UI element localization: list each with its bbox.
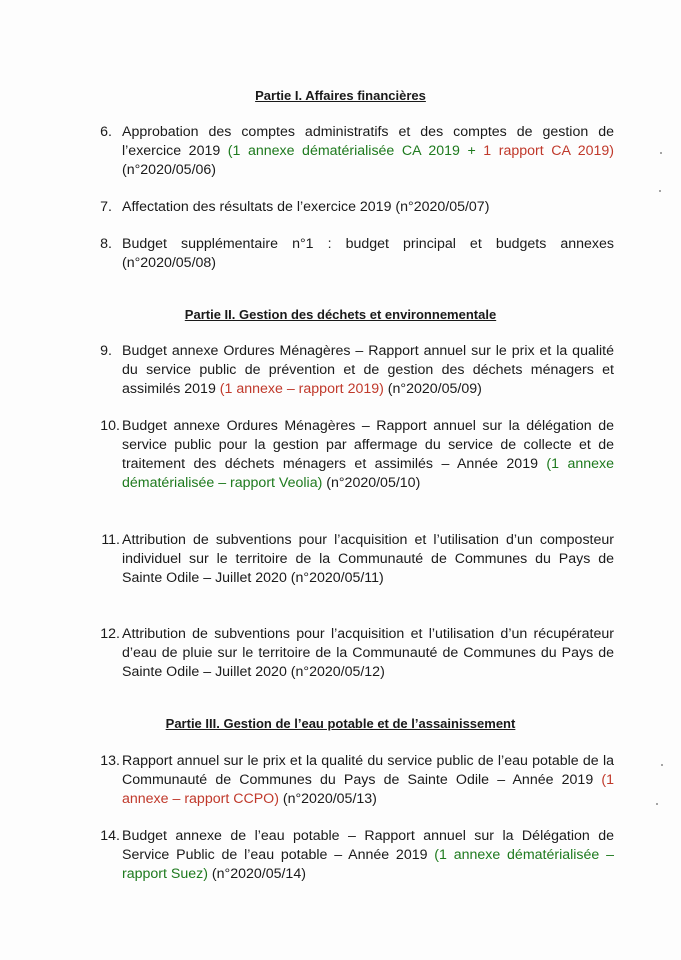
scan-speck xyxy=(656,803,658,805)
scan-speck xyxy=(661,764,663,766)
item-reference: (n°2020/05/09) xyxy=(383,381,482,397)
agenda-item-9 xyxy=(100,342,614,399)
item-number: 6. xyxy=(100,124,112,140)
item-reference: (n°2020/05/14) xyxy=(207,866,306,882)
section-heading-1: Partie I. Affaires financières xyxy=(255,88,426,103)
section-heading-3: Partie III. Gestion de l’eau potable et de l’assainissement xyxy=(165,716,516,731)
scan-speck xyxy=(660,152,662,154)
section-heading-2: Partie II. Gestion des déchets et environnementale xyxy=(184,307,497,322)
agenda-item-6 xyxy=(100,123,614,180)
agenda-item-8 xyxy=(100,235,614,273)
annex-note-green: (1 annexe dématérialisée – rapport Veolia) xyxy=(122,456,614,491)
item-text: Attribution de subventions pour l’acquisition et l’utilisation d’un composteur individuel sur le territoire de la Communauté de Communes du Pays de Sainte Odile – Juillet 2020 (n°2020/05/11) xyxy=(122,532,614,586)
item-text: Budget annexe de l’eau potable – Rapport annuel sur la Délégation de Service Public de l’eau potable – Année 2019 xyxy=(122,828,614,863)
agenda-item-10 xyxy=(100,417,614,493)
agenda-item-14 xyxy=(100,827,614,884)
item-number: 13. xyxy=(100,753,120,769)
item-reference: (n°2020/05/06) xyxy=(122,162,217,178)
agenda-item-11 xyxy=(101,531,614,588)
annex-note-red: (1 annexe – rapport 2019) xyxy=(219,381,384,397)
item-number: 11. xyxy=(101,532,120,548)
annex-note-green: (1 annexe dématérialisée CA 2019 + xyxy=(227,143,484,159)
agenda-item-7 xyxy=(100,198,614,217)
annex-note-red: (1 annexe – rapport CCPO) xyxy=(122,772,614,807)
item-number: 8. xyxy=(100,236,112,252)
item-text: Approbation des comptes administratifs et des comptes de gestion de l’exercice 2019 xyxy=(122,124,614,159)
item-number: 12. xyxy=(100,626,120,642)
item-text: Budget annexe Ordures Ménagères – Rapport annuel sur le prix et la qualité du service public de prévention et de gestion des déchets ménagers et assimilés 2019 xyxy=(122,343,614,397)
scan-speck xyxy=(659,190,661,192)
item-reference: (n°2020/05/08) xyxy=(122,255,217,271)
item-text: Budget annexe Ordures Ménagères – Rapport annuel sur la délégation de service public pour la gestion par affermage du service de collecte et de traitement des déchets ménagers et assimilés – Année 2019 xyxy=(122,418,614,472)
agenda-item-12 xyxy=(100,625,614,682)
annex-note-red: 1 rapport CA 2019) xyxy=(483,143,614,159)
agenda-item-13 xyxy=(100,752,614,809)
item-number: 14. xyxy=(100,828,120,844)
item-reference: (n°2020/05/13) xyxy=(278,791,377,807)
item-number: 7. xyxy=(100,199,112,215)
item-text: Affectation des résultats de l’exercice 2019 (n°2020/05/07) xyxy=(122,199,490,215)
item-number: 10. xyxy=(100,418,120,434)
item-text: Budget supplémentaire n°1 : budget principal et budgets annexes xyxy=(122,236,614,252)
item-text: Attribution de subventions pour l’acquisition et l’utilisation d’un récupérateur d’eau de pluie sur le territoire de la Communauté de Communes du Pays de Sainte Odile – Juillet 2020 (n°2020/05/12) xyxy=(122,626,614,680)
item-reference: (n°2020/05/10) xyxy=(322,475,421,491)
item-text: Rapport annuel sur le prix et la qualité du service public de l’eau potable de la Communauté de Communes du Pays de Sainte Odile – Année 2019 xyxy=(122,753,614,788)
annex-note-green: (1 annexe dématérialisée – rapport Suez) xyxy=(122,847,614,882)
item-number: 9. xyxy=(100,343,112,359)
